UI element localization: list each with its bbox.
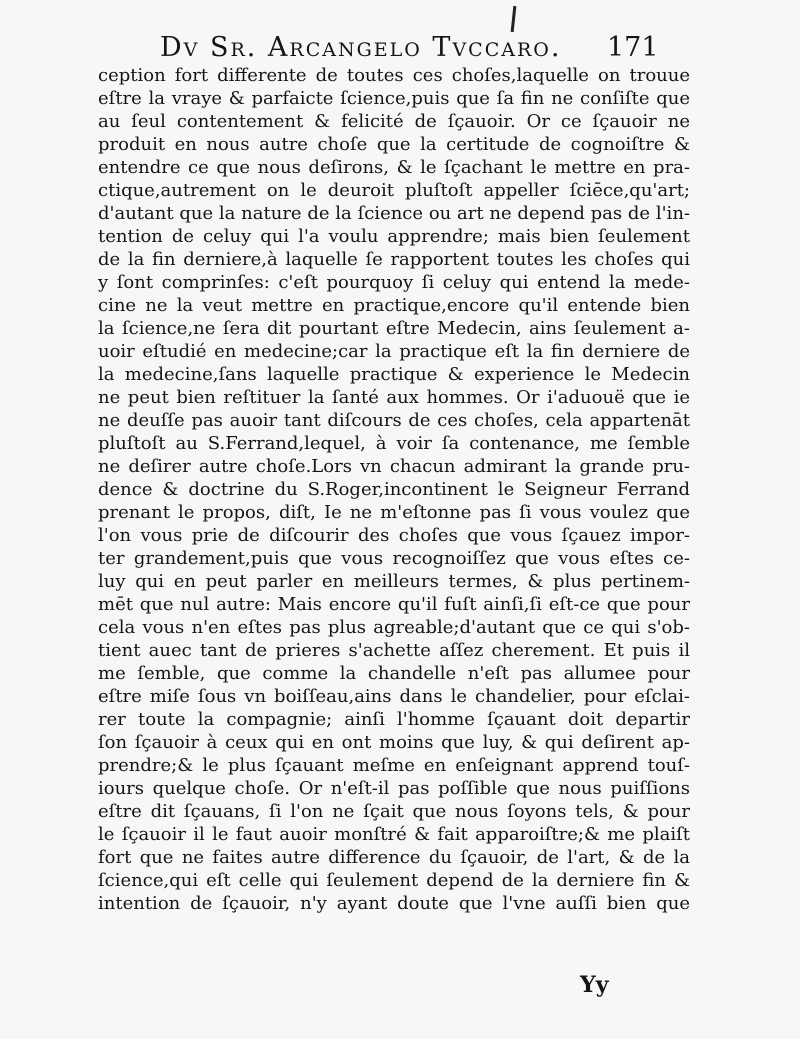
page-number: 171 [607,32,659,63]
text-line: fort que ne faites autre difference du ſçauoir, de l'art, & de la [98,847,690,868]
text-line: luy qui en peut parler en meilleurs termes, & plus pertinem- [98,571,690,592]
text-line: eſtre dit ſçauans, ſi l'on ne ſçait que nous ſoyons tels, & pour [98,801,690,822]
text-line: ter grandement,puis que vous recognoiſſez que vous eſtes ce- [98,548,690,569]
text-line: ne deſirer autre choſe.Lors vn chacun admirant la grande pru- [98,456,690,477]
text-line: produit en nous autre choſe que la certitude de cognoiſtre & [98,134,690,155]
text-line: ſon ſçauoir à ceux qui en ont moins que luy, & qui deſirent ap- [98,732,690,753]
text-line: ception fort differente de toutes ces choſes,laquelle on trouue [98,65,690,86]
text-line: entendre ce que nous deſirons, & le ſçachant le mettre en pra- [98,157,690,178]
text-line: d'autant que la nature de la ſcience ou art ne depend pas de l'in- [98,203,690,224]
text-line: cine ne la veut mettre en practique,encore qu'il entende bien [98,295,690,316]
text-line: eſtre miſe ſous vn boiſſeau,ains dans le chandelier, pour eſclai- [98,686,690,707]
body-text [98,64,690,915]
text-line: iours quelque choſe. Or n'eſt-il pas poſſible que nous puiſſions [98,778,690,799]
running-head [160,32,660,66]
running-head-title: Dv Sr. Arcangelo Tvccaro. [160,32,562,63]
catchword: Yy [580,972,609,998]
text-line: pluſtoſt au S.Ferrand,lequel, à voir ſa contenance, me ſemble [98,433,690,454]
text-line: de la fin derniere,à laquelle ſe rapportent toutes les choſes qui [98,249,690,270]
text-line: y ſont comprinſes: c'eſt pourquoy ſi celuy qui entend la mede- [98,272,690,293]
text-line: le ſçauoir il le faut auoir monſtré & fait apparoiſtre;& me plaiſt [98,824,690,845]
text-line: tention de celuy qui l'a voulu apprendre; mais bien ſeulement [98,226,690,247]
text-line: eſtre la vraye & parfaicte ſcience,puis que ſa fin ne conſiſte que [98,88,690,109]
text-line: mēt que nul autre: Mais encore qu'il fuſt ainſi,ſi eſt-ce que pour [98,594,690,615]
text-line: dence & doctrine du S.Roger,incontinent le Seigneur Ferrand [98,479,690,500]
text-line: prendre;& le plus ſçauant meſme en enſeignant apprend touſ- [98,755,690,776]
text-line: uoir eſtudié en medecine;car la practique eſt la fin derniere de [98,341,690,362]
text-line: cela vous n'en eſtes pas plus agreable;d'autant que ce qui s'ob- [98,617,690,638]
text-line: me ſemble, que comme la chandelle n'eſt pas allumee pour [98,663,690,684]
text-line: l'on vous prie de diſcourir des choſes que vous ſçauez impor- [98,525,690,546]
text-line: prenant le propos, diſt, Ie ne m'eſtonne pas ſi vous voulez que [98,502,690,523]
margin-ink-mark [511,6,517,32]
text-line: ſcience,qui eſt celle qui ſeulement depend de la derniere fin & [98,870,690,891]
text-line: rer toute la compagnie; ainſi l'homme ſçauant doit departir [98,709,690,730]
text-line: intention de ſçauoir, n'y ayant doute que l'vne auſſi bien que [98,893,690,914]
text-line: ne deuſſe pas auoir tant diſcours de ces choſes, cela appartenāt [98,410,690,431]
text-line: la ſcience,ne ſera dit pourtant eſtre Medecin, ains ſeulement a- [98,318,690,339]
text-line: ctique,autrement on le deuroit pluſtoſt appeller ſciēce,qu'art; [98,180,690,201]
text-line: tient auec tant de prieres s'achette aſſez cherement. Et puis il [98,640,690,661]
text-line: ne peut bien reſtituer la ſanté aux hommes. Or i'aduouë que ie [98,387,690,408]
text-line: au ſeul contentement & felicité de ſçauoir. Or ce ſçauoir ne [98,111,690,132]
text-line: la medecine,ſans laquelle practique & experience le Medecin [98,364,690,385]
